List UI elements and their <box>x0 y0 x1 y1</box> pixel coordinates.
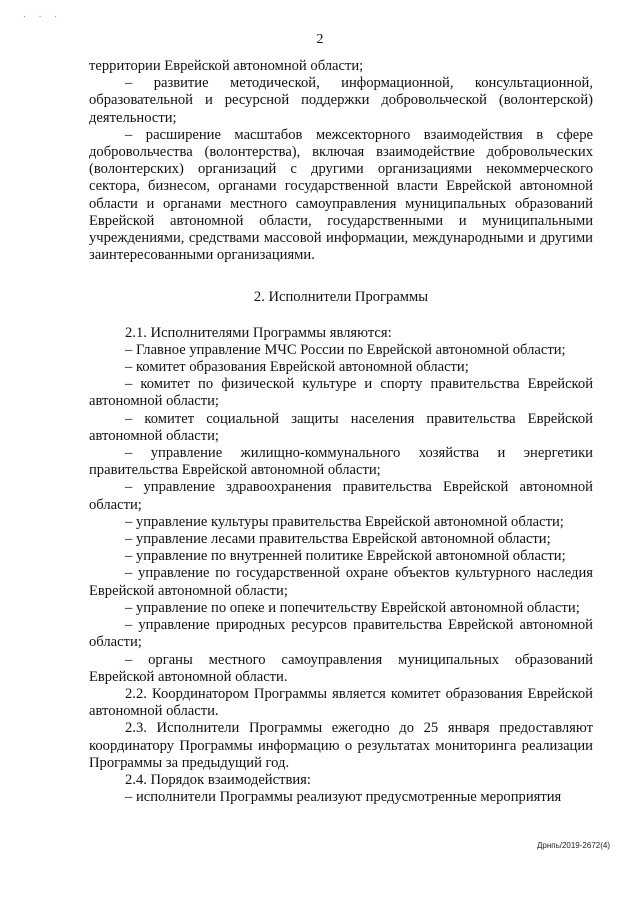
paragraph: – управление жилищно-коммунального хозяйства и энергетики правительства Еврейской автономной области; <box>89 445 593 479</box>
paragraph: – управление здравоохранения правительства Еврейской автономной области; <box>89 479 593 513</box>
paragraph: – органы местного самоуправления муниципальных образований Еврейской автономной области. <box>89 651 593 685</box>
page-number: 2 <box>316 32 324 47</box>
paragraph: 2.1. Исполнителями Программы являются: <box>125 324 392 341</box>
paragraph: – управление по опеке и попечительству Еврейской автономной области; <box>125 599 580 616</box>
paragraph: – управление по внутренней политике Еврейской автономной области; <box>125 548 566 565</box>
paragraph: – управление культуры правительства Еврейской автономной области; <box>125 513 564 530</box>
paragraph: 2.2. Координатором Программы является комитет образования Еврейской автономной области. <box>89 685 593 720</box>
paragraph: территории Еврейской автономной области; <box>89 58 364 74</box>
paragraph: – Главное управление МЧС России по Еврейской автономной области; <box>125 341 566 358</box>
document-code: Дрнпь/2019-2672(4) <box>536 841 610 850</box>
scan-artifact: · · · <box>22 12 62 21</box>
document-body <box>89 58 593 806</box>
paragraph: – комитет по физической культуре и спорту правительства Еврейской автономной области; <box>89 376 593 410</box>
paragraphs-after-heading <box>89 325 593 807</box>
paragraph: – управление лесами правительства Еврейской автономной области; <box>125 531 551 548</box>
paragraph: – комитет социальной защиты населения правительства Еврейской автономной области; <box>89 410 593 444</box>
paragraph: – управление природных ресурсов правительства Еврейской автономной области; <box>89 617 593 651</box>
paragraphs-before-heading <box>89 58 593 264</box>
section-heading: 2. Исполнители Программы <box>253 289 429 306</box>
paragraph: 2.3. Исполнители Программы ежегодно до 25 января предоставляют координатору Программы информацию о результатах мониторинга реализации Программы за предыдущий год. <box>89 720 593 771</box>
paragraph: – расширение масштабов межсекторного взаимодействия в сфере добровольчества (волонтерства), включая взаимодействие добровольческих (волонтерских) организаций с другими организациями некоммерческого сектора, бизнесом, органами государственной власти Еврейской автономной области и органами местного самоуправления муниципальных образований Еврейской автономной области, государственными и муниципальными учреждениями, средствами массовой информации, международными и другими заинтересованными организациями. <box>89 126 593 264</box>
paragraph: – развитие методической, информационной, консультационной, образовательной и ресурсной поддержки добровольческой (волонтерской) деятельности; <box>89 75 593 126</box>
paragraph: – исполнители Программы реализуют предусмотренные мероприятия <box>125 789 562 806</box>
paragraph: 2.4. Порядок взаимодействия: <box>125 771 311 788</box>
paragraph: – управление по государственной охране объектов культурного наследия Еврейской автономной области; <box>89 565 593 599</box>
paragraph: – комитет образования Еврейской автономной области; <box>125 359 469 376</box>
